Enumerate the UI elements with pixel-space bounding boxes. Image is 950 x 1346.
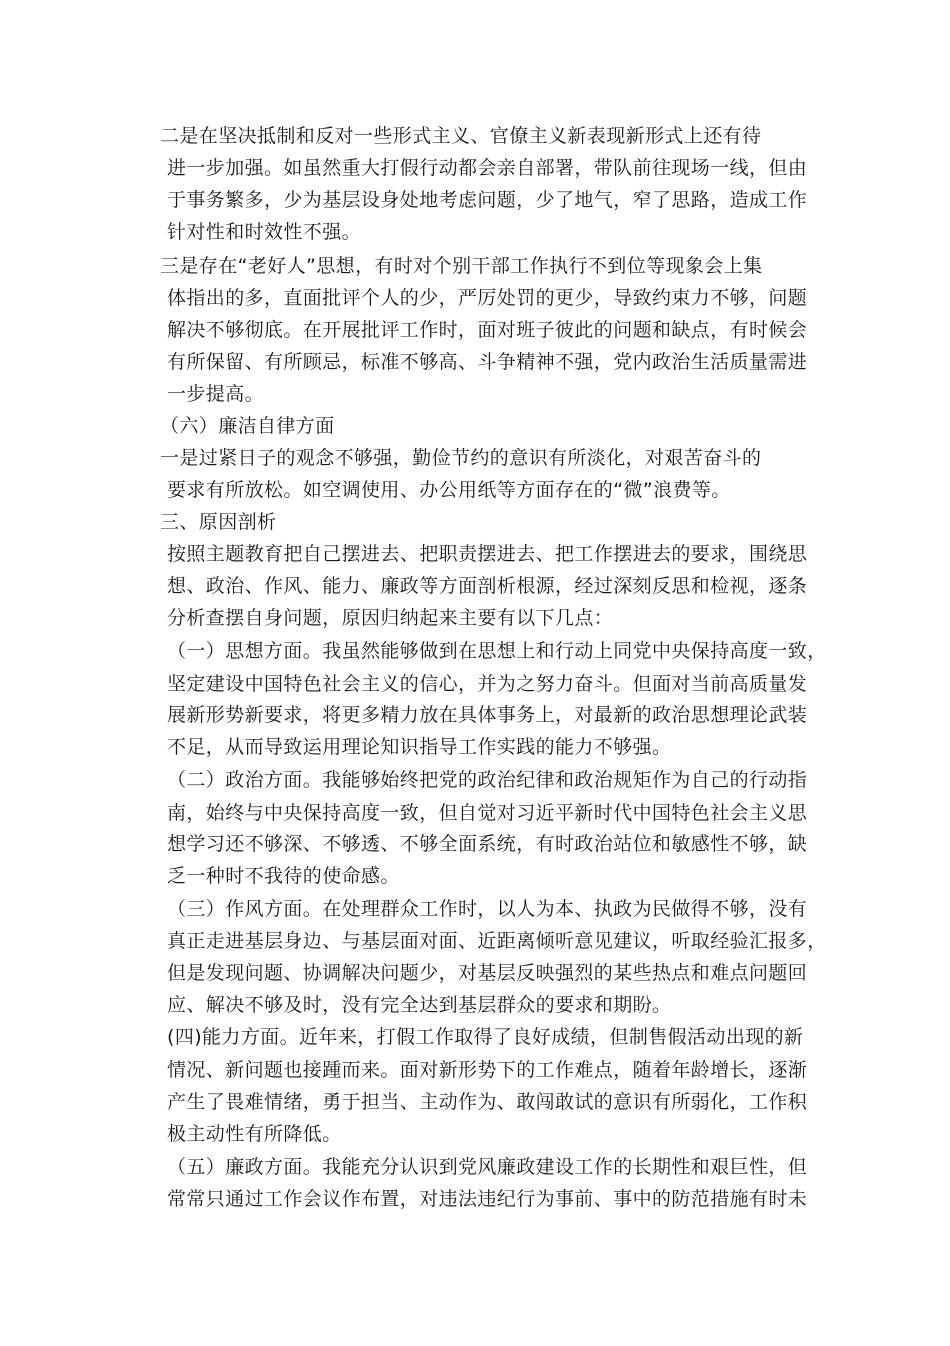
text-line: （五）廉政方面。我能充分认识到党风廉政建设工作的长期性和艰巨性，但 <box>167 1156 808 1178</box>
text-line: 针对性和时效性不强。 <box>167 221 362 243</box>
text-line: 常常只通过工作会议作布置，对违法违纪行为事前、事中的防范措施有时未 <box>167 1188 808 1210</box>
text-line: 一步提高。 <box>167 383 265 405</box>
text-line: 于事务繁多，少为基层设身处地考虑问题，少了地气，窄了思路，造成工作 <box>167 189 808 211</box>
text-line: 但是发现问题、协调解决问题少，对基层反映强烈的某些热点和难点问题回 <box>167 962 808 984</box>
text-line: 应、解决不够及时，没有完全达到基层群众的要求和期盼。 <box>167 994 672 1016</box>
text-line: （三）作风方面。在处理群众工作时，以人为本、执政为民做得不够，没有 <box>167 898 808 920</box>
text-line: 解决不够彻底。在开展批评工作时，面对班子彼此的问题和缺点，有时候会 <box>167 319 808 341</box>
text-line: 不足，从而导致运用理论知识指导工作实践的能力不够强。 <box>167 736 672 758</box>
text-line: 真正走进基层身边、与基层面对面、近距离倾听意见建议，听取经验汇报多， <box>167 930 827 952</box>
text-line: (四)能力方面。近年来，打假工作取得了良好成绩，但制售假活动出现的新 <box>167 1026 804 1048</box>
text-line: （一）思想方面。我虽然能够做到在思想上和行动上同党中央保持高度一致， <box>167 640 827 662</box>
text-line: （二）政治方面。我能够始终把党的政治纪律和政治规矩作为自己的行动指 <box>167 769 808 791</box>
text-line: 要求有所放松。如空调使用、办公用纸等方面存在的“微”浪费等。 <box>167 479 731 501</box>
section-heading: （六）廉洁自律方面 <box>160 415 335 437</box>
text-line: 极主动性有所降低。 <box>167 1123 342 1145</box>
section-heading: 三、原因剖析 <box>160 511 277 533</box>
text-line: 南，始终与中央保持高度一致，但自觉对习近平新时代中国特色社会主义思 <box>167 802 808 824</box>
text-line: 体指出的多，直面批评个人的少，严厉处罚的更少，导致约束力不够，问题 <box>167 287 808 309</box>
text-line: 一是过紧日子的观念不够强，勤俭节约的意识有所淡化，对艰苦奋斗的 <box>160 447 762 469</box>
text-line: 分析查摆自身问题，原因归纳起来主要有以下几点： <box>167 607 614 629</box>
text-line: 想学习还不够深、不够透、不够全面系统，有时政治站位和敏感性不够，缺 <box>167 833 808 855</box>
text-line: 产生了畏难情绪，勇于担当、主动作为、敢闯敢试的意识有所弱化，工作积 <box>167 1091 808 1113</box>
text-line: 乏一种时不我待的使命感。 <box>167 865 400 887</box>
text-line: 进一步加强。如虽然重大打假行动都会亲自部署，带队前往现场一线，但由 <box>167 157 808 179</box>
text-line: 二是在坚决抵制和反对一些形式主义、官僚主义新表现新形式上还有待 <box>160 125 762 147</box>
text-line: 按照主题教育把自己摆进去、把职责摆进去、把工作摆进去的要求，围绕思 <box>167 543 808 565</box>
text-line: 三是存在“老好人”思想，有时对个别干部工作执行不到位等现象会上集 <box>160 255 763 277</box>
text-line: 想、政治、作风、能力、廉政等方面剖析根源，经过深刻反思和检视，逐条 <box>167 575 808 597</box>
text-line: 展新形势新要求，将更多精力放在具体事务上，对最新的政治思想理论武装 <box>167 704 808 726</box>
text-line: 有所保留、有所顾忌，标准不够高、斗争精神不强，党内政治生活质量需进 <box>167 351 808 373</box>
text-line: 坚定建设中国特色社会主义的信心，并为之努力奋斗。但面对当前高质量发 <box>167 673 808 695</box>
text-line: 情况、新问题也接踵而来。面对新形势下的工作难点，随着年龄增长，逐渐 <box>167 1059 808 1081</box>
